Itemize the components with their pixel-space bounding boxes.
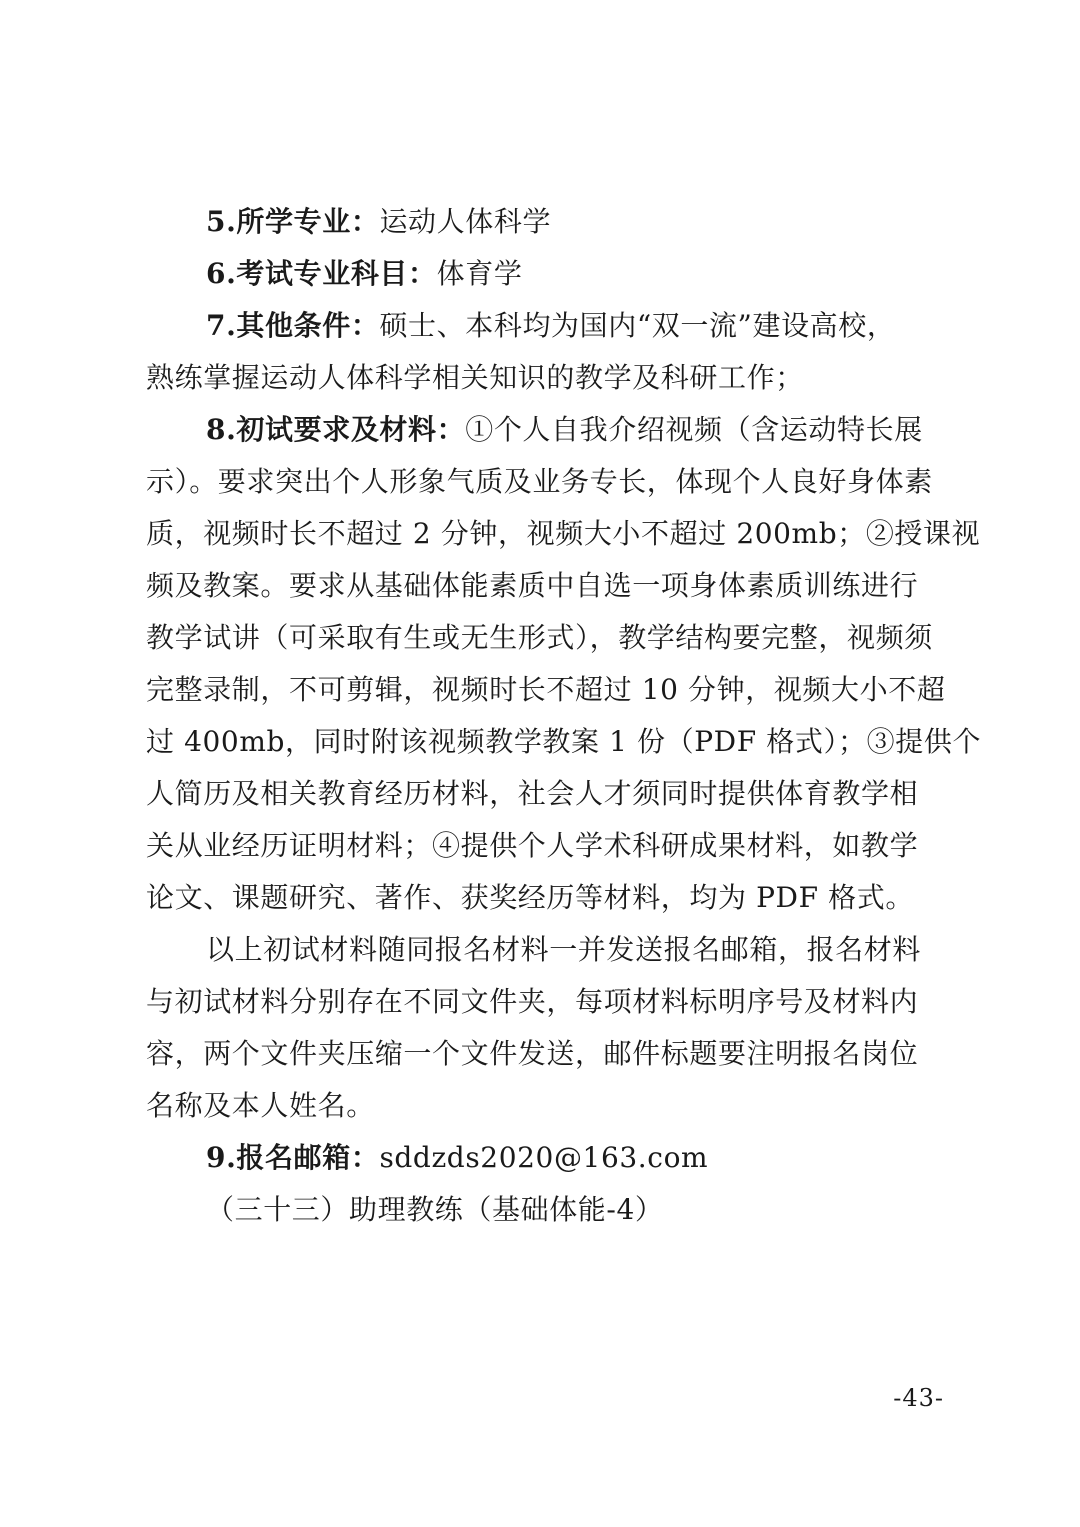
item-7-label: 7.其他条件： bbox=[206, 309, 380, 342]
item-5-value: 运动人体科学 bbox=[379, 205, 552, 238]
item-6-label: 6.考试专业科目： bbox=[206, 257, 437, 290]
item-8-line-9: 关从业经历证明材料；④提供个人学术科研成果材料，如教学 bbox=[146, 829, 919, 862]
item-9 bbox=[146, 1132, 946, 1184]
item-8-label: 8.初试要求及材料： bbox=[206, 413, 466, 446]
item-8-text: ①个人自我介绍视频（含运动特长展 bbox=[465, 413, 923, 446]
item-7-text: 硕士、本科均为国内“双一流”建设高校， bbox=[379, 309, 896, 342]
item-8-line-1 bbox=[146, 404, 946, 456]
item-8-line-10: 论文、课题研究、著作、获奖经历等材料，均为 PDF 格式。 bbox=[146, 881, 914, 914]
note-line-4: 名称及本人姓名。 bbox=[146, 1089, 375, 1122]
section-33-heading: （三十三）助理教练（基础体能-4） bbox=[206, 1193, 664, 1226]
page-number: -43- bbox=[893, 1384, 944, 1412]
item-6 bbox=[146, 248, 946, 300]
document-body bbox=[146, 196, 982, 1236]
item-8-line-2: 示）。要求突出个人形象气质及业务专长，体现个人良好身体素 bbox=[146, 465, 933, 498]
item-7-line-2: 熟练掌握运动人体科学相关知识的教学及科研工作； bbox=[146, 361, 804, 394]
item-9-label: 9.报名邮箱： bbox=[206, 1141, 380, 1174]
item-8-line-3: 质，视频时长不超过 2 分钟，视频大小不超过 200mb；②授课视 bbox=[146, 517, 981, 550]
item-8-line-8: 人简历及相关教育经历材料，社会人才须同时提供体育教学相 bbox=[146, 777, 919, 810]
note-line-2: 与初试材料分别存在不同文件夹，每项材料标明序号及材料内 bbox=[146, 985, 919, 1018]
item-8-line-4: 频及教案。要求从基础体能素质中自选一项身体素质训练进行 bbox=[146, 569, 919, 602]
item-8-line-6: 完整录制，不可剪辑，视频时长不超过 10 分钟，视频大小不超 bbox=[146, 673, 946, 706]
item-8-line-7: 过 400mb，同时附该视频教学教案 1 份（PDF 格式）；③提供个 bbox=[146, 725, 982, 758]
item-6-value: 体育学 bbox=[436, 257, 523, 290]
note-line-3: 容，两个文件夹压缩一个文件发送，邮件标题要注明报名岗位 bbox=[146, 1037, 919, 1070]
item-8-line-5: 教学试讲（可采取有生或无生形式），教学结构要完整，视频须 bbox=[146, 621, 933, 654]
item-7-line-1 bbox=[146, 300, 946, 352]
item-5 bbox=[146, 196, 946, 248]
item-5-label: 5.所学专业： bbox=[206, 205, 380, 238]
email-address: sddzds2020@163.com bbox=[379, 1141, 709, 1174]
note-line-1: 以上初试材料随同报名材料一并发送报名邮箱，报名材料 bbox=[206, 933, 922, 966]
